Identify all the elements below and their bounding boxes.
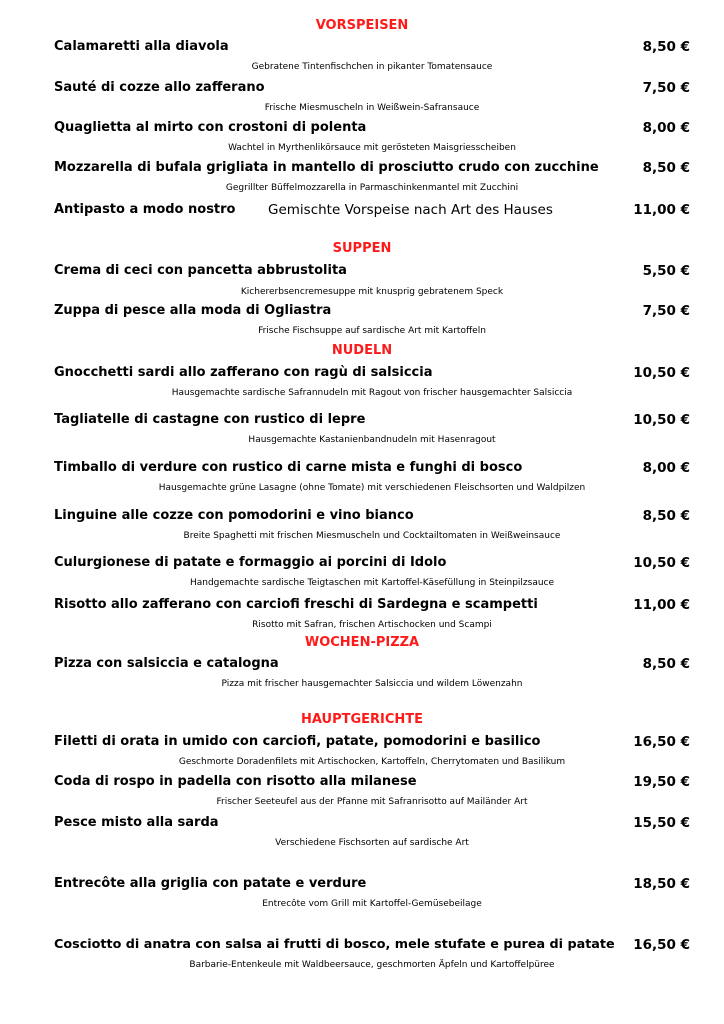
dish-name: Entrecôte alla griglia con patate e verdure [54, 876, 367, 891]
dish-name: Pesce misto alla sarda [54, 815, 219, 830]
dish-name: Filetti di orata in umido con carciofi, patate, pomodorini e basilico [54, 734, 541, 749]
dish-price: 11,00 € [633, 202, 690, 218]
dish-name: Gnocchetti sardi allo zafferano con ragù di salsiccia [54, 365, 433, 380]
dish-description: Breite Spaghetti mit frischen Miesmuscheln und Cocktailtomaten in Weißweinsauce [183, 531, 561, 541]
dish-description: Entrecôte vom Grill mit Kartoffel-Gemüsebeilage [262, 899, 482, 909]
dish-price: 15,50 € [633, 815, 690, 831]
dish-description: Frische Fischsuppe auf sardische Art mit Kartoffeln [258, 326, 486, 336]
dish-name: Pizza con salsiccia e catalogna [54, 656, 279, 671]
dish-name: Mozzarella di bufala grigliata in mantello di prosciutto crudo con zucchine [54, 160, 599, 175]
dish-price: 8,00 € [642, 120, 690, 136]
dish-name: Sauté di cozze allo zafferano [54, 80, 265, 95]
dish-description: Hausgemachte Kastanienbandnudeln mit Hasenragout [248, 435, 496, 445]
dish-description: Hausgemachte grüne Lasagne (ohne Tomate) mit verschiedenen Fleischsorten und Waldpilzen [158, 483, 586, 493]
dish-price: 8,50 € [642, 39, 690, 55]
dish-name: Crema di ceci con pancetta abbrustolita [54, 263, 347, 278]
dish-name: Coda di rospo in padella con risotto alla milanese [54, 774, 417, 789]
dish-description: Frischer Seeteufel aus der Pfanne mit Safranrisotto auf Mailänder Art [216, 797, 528, 807]
section-heading-nudeln: NUDELN [331, 343, 393, 358]
dish-name: Zuppa di pesce alla moda di Ogliastra [54, 303, 332, 318]
dish-price: 7,50 € [642, 303, 690, 319]
dish-name: Risotto allo zafferano con carciofi freschi di Sardegna e scampetti [54, 597, 538, 612]
dish-description: Risotto mit Safran, frischen Artischocken und Scampi [252, 620, 492, 630]
dish-price: 10,50 € [633, 412, 690, 428]
dish-price: 5,50 € [642, 263, 690, 279]
dish-description: Gebratene Tintenfischchen in pikanter Tomatensauce [251, 62, 493, 72]
dish-price: 16,50 € [633, 937, 690, 953]
dish-name: Antipasto a modo nostro [54, 202, 236, 217]
dish-description: Geschmorte Doradenfilets mit Artischocken, Kartoffeln, Cherrytomaten und Basilikum [178, 757, 566, 767]
section-heading-suppen: SUPPEN [332, 241, 392, 256]
dish-price: 11,00 € [633, 597, 690, 613]
dish-description: Hausgemachte sardische Safrannudeln mit Ragout von frischer hausgemachter Salsiccia [171, 388, 573, 398]
dish-price: 7,50 € [642, 80, 690, 96]
section-heading-vorspeisen: VORSPEISEN [315, 18, 409, 33]
dish-price: 8,50 € [642, 656, 690, 672]
section-heading-hauptgerichte: HAUPTGERICHTE [300, 712, 424, 727]
dish-description: Wachtel in Myrthenlikörsauce mit gerösteten Maisgriesscheiben [228, 143, 516, 153]
dish-price: 19,50 € [633, 774, 690, 790]
dish-description: Barbarie-Entenkeule mit Waldbeersauce, geschmorten Äpfeln und Kartoffelpüree [189, 960, 555, 970]
dish-description: Gemischte Vorspeise nach Art des Hauses [268, 202, 553, 218]
dish-description: Gegrillter Büffelmozzarella in Parmaschinkenmantel mit Zucchini [225, 183, 519, 193]
dish-name: Cosciotto di anatra con salsa ai frutti di bosco, mele stufate e purea di patate [54, 937, 615, 952]
dish-name: Timballo di verdure con rustico di carne mista e funghi di bosco [54, 460, 523, 475]
dish-name: Calamaretti alla diavola [54, 39, 229, 54]
dish-price: 8,50 € [642, 160, 690, 176]
dish-description: Handgemachte sardische Teigtaschen mit Kartoffel-Käsefüllung in Steinpilzsauce [189, 578, 555, 588]
dish-description: Verschiedene Fischsorten auf sardische Art [275, 838, 469, 848]
dish-name: Quaglietta al mirto con crostoni di polenta [54, 120, 367, 135]
dish-description: Kichererbsencremesuppe mit knusprig gebratenem Speck [240, 287, 504, 297]
dish-description: Pizza mit frischer hausgemachter Salsiccia und wildem Löwenzahn [221, 679, 523, 689]
dish-name: Culurgionese di patate e formaggio ai porcini di Idolo [54, 555, 447, 570]
dish-price: 8,50 € [642, 508, 690, 524]
dish-description: Frische Miesmuscheln in Weißwein-Safransauce [264, 103, 480, 113]
dish-price: 10,50 € [633, 365, 690, 381]
dish-name: Tagliatelle di castagne con rustico di lepre [54, 412, 366, 427]
section-heading-wochen-pizza: WOCHEN-PIZZA [304, 635, 420, 650]
dish-price: 8,00 € [642, 460, 690, 476]
dish-price: 10,50 € [633, 555, 690, 571]
dish-price: 16,50 € [633, 734, 690, 750]
dish-price: 18,50 € [633, 876, 690, 892]
dish-name: Linguine alle cozze con pomodorini e vino bianco [54, 508, 414, 523]
